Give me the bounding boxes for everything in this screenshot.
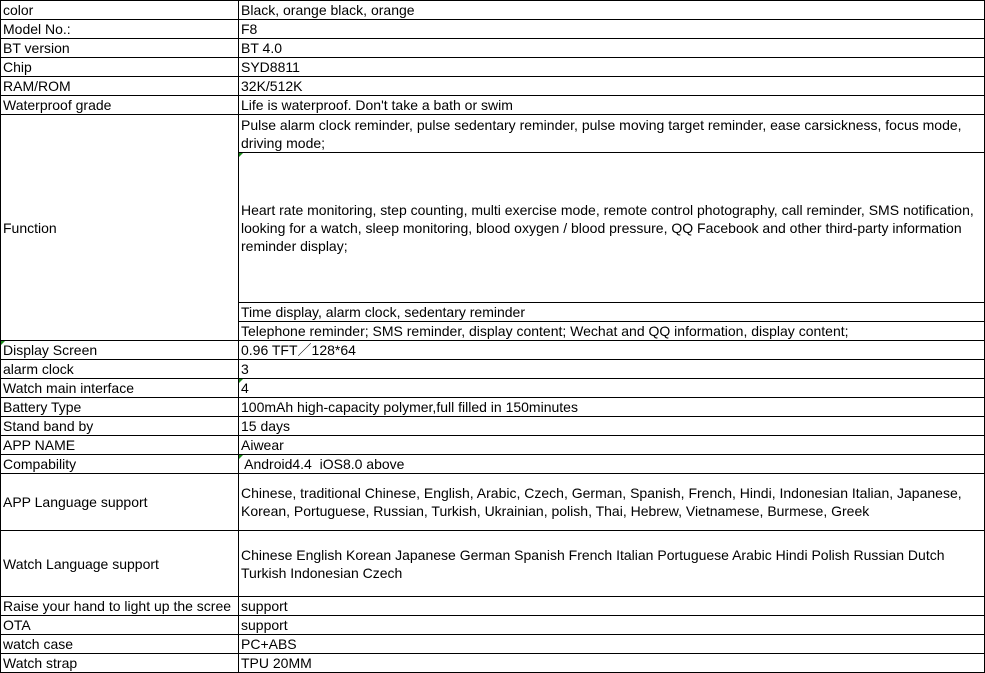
row-value: Android4.4 iOS8.0 above bbox=[239, 455, 985, 474]
table-row bbox=[1, 115, 985, 153]
table-row bbox=[1, 654, 985, 673]
row-label: RAM/ROM bbox=[1, 77, 239, 96]
row-value: 100mAh high-capacity polymer,full filled in 150minutes bbox=[239, 398, 985, 417]
table-row bbox=[1, 616, 985, 635]
row-label: BT version bbox=[1, 39, 239, 58]
table-row bbox=[1, 77, 985, 96]
row-value: Life is waterproof. Don't take a bath or swim bbox=[239, 96, 985, 115]
table-row bbox=[1, 474, 985, 531]
row-label: watch case bbox=[1, 635, 239, 654]
row-label: Watch Language support bbox=[1, 531, 239, 597]
row-value: 0.96 TFT／128*64 bbox=[239, 341, 985, 360]
table-row bbox=[1, 635, 985, 654]
row-value: Aiwear bbox=[239, 436, 985, 455]
row-value: TPU 20MM bbox=[239, 654, 985, 673]
row-label: Watch strap bbox=[1, 654, 239, 673]
table-row bbox=[1, 398, 985, 417]
row-label: Chip bbox=[1, 58, 239, 77]
row-value: 32K/512K bbox=[239, 77, 985, 96]
table-row bbox=[1, 436, 985, 455]
row-label: Battery Type bbox=[1, 398, 239, 417]
table-row bbox=[1, 96, 985, 115]
row-label: Function bbox=[1, 115, 239, 341]
table-row bbox=[1, 39, 985, 58]
row-value: F8 bbox=[239, 20, 985, 39]
row-value: PC+ABS bbox=[239, 635, 985, 654]
table-row bbox=[1, 360, 985, 379]
row-label: Raise your hand to light up the scree bbox=[1, 597, 239, 616]
row-value: Chinese, traditional Chinese, English, Arabic, Czech, German, Spanish, French, Hindi, Indonesian Italian, Japanese, Korean, Portuguese, Russian, Turkish, Ukrainian, polish, Thai, Hebrew, Vietnamese, Burmese, Greek bbox=[239, 474, 985, 531]
table-row bbox=[1, 341, 985, 360]
row-value: Telephone reminder; SMS reminder, display content; Wechat and QQ information, display content; bbox=[239, 322, 985, 341]
row-value: 3 bbox=[239, 360, 985, 379]
table-row bbox=[1, 58, 985, 77]
row-value: support bbox=[239, 616, 985, 635]
row-label: Waterproof grade bbox=[1, 96, 239, 115]
row-label: color bbox=[1, 1, 239, 20]
row-label: Watch main interface bbox=[1, 379, 239, 398]
row-value: Chinese English Korean Japanese German Spanish French Italian Portuguese Arabic Hindi Polish Russian Dutch Turkish Indonesian Czech bbox=[239, 531, 985, 597]
table-row bbox=[1, 417, 985, 436]
row-value: Pulse alarm clock reminder, pulse sedentary reminder, pulse moving target reminder, ease carsickness, focus mode, driving mode; bbox=[239, 115, 985, 153]
row-label: Stand band by bbox=[1, 417, 239, 436]
row-label: Model No.: bbox=[1, 20, 239, 39]
row-label: APP Language support bbox=[1, 474, 239, 531]
table-row bbox=[1, 20, 985, 39]
row-value: Heart rate monitoring, step counting, multi exercise mode, remote control photography, call reminder, SMS notification, looking for a watch, sleep monitoring, blood oxygen / blood pressure, QQ Facebook and other third-party information reminder display; bbox=[239, 153, 985, 303]
table-row bbox=[1, 531, 985, 597]
row-label: Compability bbox=[1, 455, 239, 474]
row-value: support bbox=[239, 597, 985, 616]
table-row bbox=[1, 379, 985, 398]
row-value: Black, orange black, orange bbox=[239, 1, 985, 20]
row-label: Display Screen bbox=[1, 341, 239, 360]
row-value: SYD8811 bbox=[239, 58, 985, 77]
table-row bbox=[1, 1, 985, 20]
table-row bbox=[1, 597, 985, 616]
row-value: 4 bbox=[239, 379, 985, 398]
row-value: 15 days bbox=[239, 417, 985, 436]
row-label: OTA bbox=[1, 616, 239, 635]
row-value: Time display, alarm clock, sedentary reminder bbox=[239, 303, 985, 322]
table-row bbox=[1, 455, 985, 474]
row-label: APP NAME bbox=[1, 436, 239, 455]
row-value: BT 4.0 bbox=[239, 39, 985, 58]
row-label: alarm clock bbox=[1, 360, 239, 379]
